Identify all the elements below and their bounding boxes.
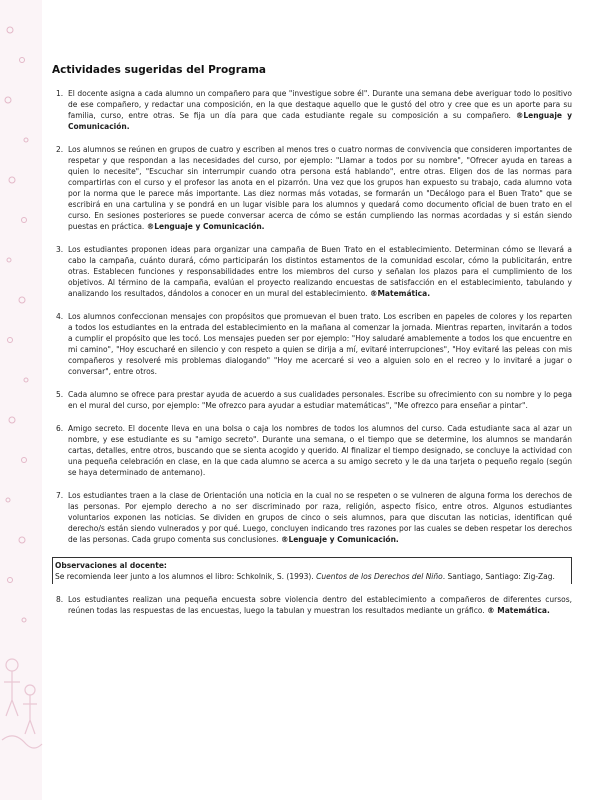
margin-illustration: [0, 0, 46, 800]
bead-icon: [22, 458, 27, 463]
bead-icon: [6, 498, 10, 502]
bead-icon: [24, 378, 28, 382]
bead-icon: [24, 138, 28, 142]
observations-title: Observaciones al docente:: [55, 561, 167, 570]
bead-icon: [7, 27, 13, 33]
bead-icon: [20, 58, 25, 63]
activity-text: Los alumnos se reúnen en grupos de cuatro y escriben al menos tres o cuatro normas de convivencia que consideren importantes de respetar y que respondan a las necesidades del curso, por ejemplo: "Llamar a todos por su nombre", "Ofrecer ayuda en tareas a quien lo necesite", "Escuchar sin interrumpir cuando otra persona está hablando", entre otras. Eligen dos de las normas para compartirlas con el curso y el profesor las anota en el pizarrón. Una vez que los grupos han expuesto su trabajo, cada alumno vota por la norma que le parece más importante. Las diez normas más votadas, se formarán un "Decálogo para el Buen Trato" que se escribirá en una cartulina y se pondrá en un lugar visible para los alumnos y quedará como documento oficial de buen trato en el curso. En sesiones posteriores se puede conversar acerca de cómo se están cumpliendo las normas acordadas y si están siendo puestas en práctica. ®Lenguaje y Comunicación.: [68, 145, 572, 231]
bead-icon: [8, 338, 13, 343]
activities-list: [52, 88, 572, 545]
teacher-observations-box: [52, 557, 572, 584]
subject-area: ®Lenguaje y Comunicación.: [68, 111, 572, 131]
activity-text: El docente asigna a cada alumno un compañero para que "investigue sobre él". Durante una semana debe averiguar todo lo positivo de ese compañero, y redactar una composición, en la que destaque aquello que le gustó del otro y cree que es un aporte para su familia, curso, entre otras. Se fija un día para que cada estudiante regale su composición a su compañero. ®Lenguaje y Comunicación.: [68, 89, 572, 131]
book-title: Cuentos de los Derechos del Niño: [316, 572, 443, 581]
activity-number: 4.: [56, 312, 64, 321]
subject-area: ® Matemática.: [487, 606, 550, 615]
activity-text: Cada alumno se ofrece para prestar ayuda de acuerdo a sus cualidades personales. Escribe su ofrecimiento con su nombre y lo pega en el mural del curso, por ejemplo: "Me ofrezco para ayudar a estudiar matemáticas", "Me ofrezco para enseñar a pintar".: [68, 390, 572, 410]
bead-icon: [19, 297, 25, 303]
bead-icon: [9, 417, 15, 423]
subject-area: ®Lenguaje y Comunicación.: [146, 222, 265, 231]
bead-icon: [9, 177, 15, 183]
activity-item: [52, 244, 572, 299]
observations-text: Se recomienda leer junto a los alumnos el libro: Schkolnik, S. (1993). Cuentos de los Derechos del Niño. Santiago, Santiago: Zig-Zag.: [55, 572, 555, 581]
activity-number: 2.: [56, 145, 64, 154]
activity-item: [52, 88, 572, 132]
subject-area: ®Lenguaje y Comunicación.: [280, 535, 399, 544]
activity-item: [52, 389, 572, 411]
activity-item: [52, 311, 572, 377]
activity-text: Los estudiantes proponen ideas para organizar una campaña de Buen Trato en el establecimiento. Determinan cómo se llevará a cabo la campaña, cuánto durará, cómo participarán los distintos estamentos de la comunidad escolar, cómo la publicitarán, entre otras. Establecen funciones y responsabilidades entre los miembros del curso y señalan los plazos para el cumplimiento de los objetivos. Al término de la campaña, evalúan el proyecto realizando encuestas de satisfacción en el establecimiento, tabulando y analizando los resultados, dándolos a conocer en un mural del establecimiento. ®Matemática.: [68, 245, 572, 298]
activity-number: 6.: [56, 424, 64, 433]
activity-number: 1.: [56, 89, 64, 98]
activity-text: Los estudiantes realizan una pequeña encuesta sobre violencia dentro del establecimiento a compañeros de diferentes cursos, reúnen todas las respuestas de las encuestas, luego la tabulan y muestran los resultados mediante un gráfico. ® Matemática.: [68, 595, 572, 615]
activity-number: 8.: [56, 595, 64, 604]
bead-icon: [19, 537, 25, 543]
activity-text: Los estudiantes traen a la clase de Orientación una noticia en la cual no se respeten o se vulneren de alguna forma los derechos de las personas. Por ejemplo derecho a no ser discriminado por raza, religión, aspecto físico, entre otros. Algunos estudiantes voluntarios exponen las noticias. Se dividen en grupos de cinco o seis alumnos, para que discutan las noticias, identifican qué derecho/s están siendo vulnerados y por qué. Luego, concluyen indicando tres razones por las cuales se deben respetar los derechos de las personas. Cada grupo comenta sus conclusiones. ®Lenguaje y Comunicación.: [68, 491, 572, 544]
subject-area: ®Matemática.: [369, 289, 431, 298]
activities-document: [52, 64, 572, 628]
activity-number: 5.: [56, 390, 64, 399]
activity-item: [52, 423, 572, 478]
activity-number: 7.: [56, 491, 64, 500]
bead-icon: [5, 97, 11, 103]
bead-icon: [22, 218, 27, 223]
bead-icon: [7, 258, 11, 262]
activity-item: [52, 594, 572, 616]
activity-item: [52, 144, 572, 232]
bead-icon: [8, 578, 13, 583]
activity-text: Amigo secreto. El docente lleva en una bolsa o caja los nombres de todos los alumnos del curso. Cada estudiante saca al azar un nombre, y ese estudiante es su "amigo secreto". Durante una semana, o el tiempo que se determine, los alumnos se mandarán cartas, detalles, entre otros, buscando que se sienta acogido y querido. Al finalizar el tiempo designado, se concluye la actividad con una pequeña celebración en clase, en la que cada alumno se acerca a su amigo secreto y le da una tarjeta o pequeño regalo (según se haya determinado de antemano).: [68, 424, 572, 477]
bead-icon: [22, 618, 26, 622]
activity-number: 3.: [56, 245, 64, 254]
children-figures-icon: [2, 659, 42, 748]
activity-text: Los alumnos confeccionan mensajes con propósitos que promuevan el buen trato. Los escriben en papeles de colores y los reparten a todos los estudiantes en la entrada del establecimiento en la mañana al comenzar la jornada. Mientras reparten, invitarán a todos a cumplir el propósito que les tocó. Los mensajes pueden ser por ejemplo: "Hoy saludaré amablemente a todos los que encuentre en mi camino", "Hoy escucharé en silencio y con respeto a quien se dirija a mí, evitaré interrupciones", "Hoy evitaré las peleas con mis compañeros y resolveré mis problemas dialogando" "Hoy me acercaré si veo a alguien solo en el recreo y lo invitaré a jugar o conversar", entre otros.: [68, 312, 572, 376]
activity-item: [52, 490, 572, 545]
page-title: Actividades sugeridas del Programa: [52, 64, 266, 76]
